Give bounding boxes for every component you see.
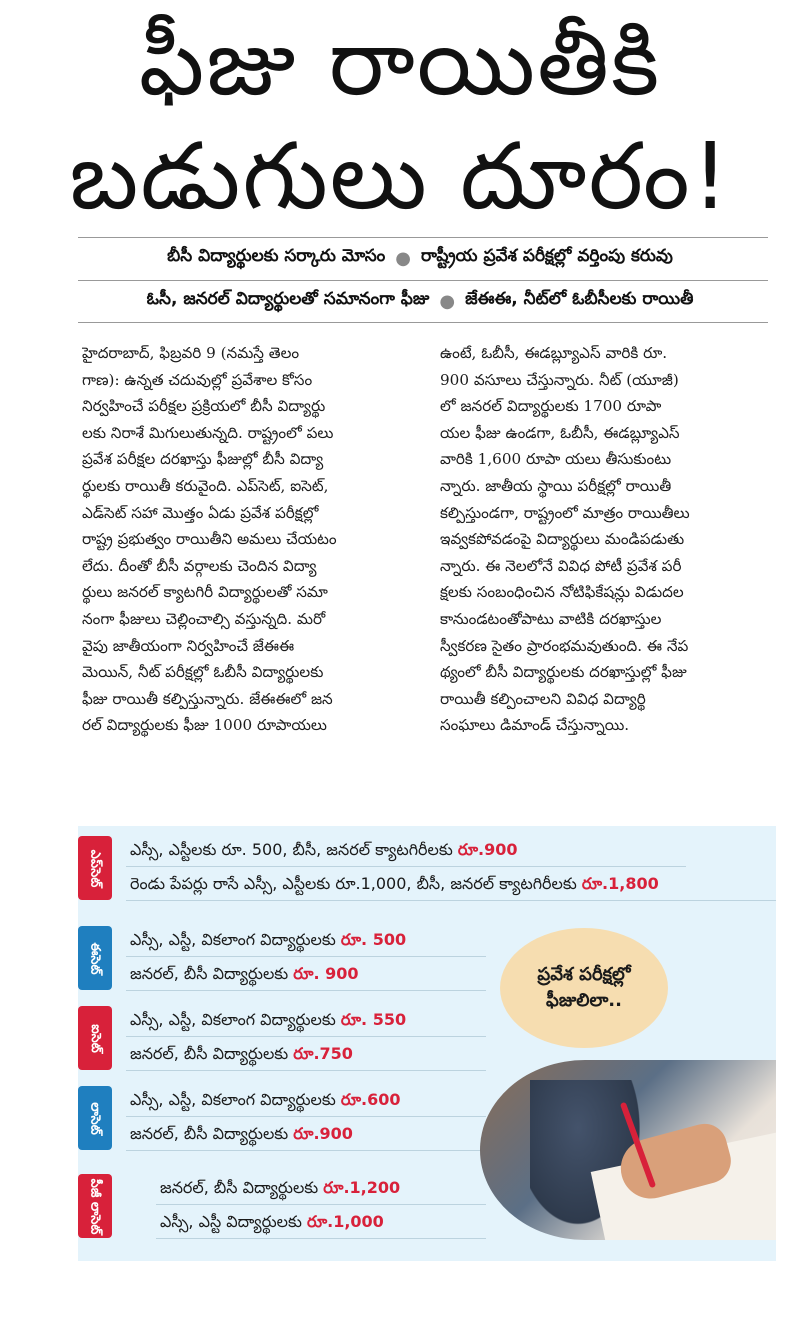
fee-divider xyxy=(126,1150,486,1151)
fee-text: ఎస్సీ, ఎస్టీలకు రూ. 500, బీసీ, జనరల్ క్యాటగిరీలకు xyxy=(130,840,458,859)
fee-amount: రూ.900 xyxy=(457,840,518,859)
fee-divider xyxy=(156,1238,486,1239)
article-line: రల్ విద్యార్థులకు ఫీజు 1000 రూపాయలు xyxy=(82,716,327,735)
fee-line xyxy=(130,874,659,897)
subheading-2-right: జేఈఈ, నీట్‌లో ఓబీసీలకు రాయితీ xyxy=(465,289,694,309)
fee-line xyxy=(130,1090,401,1113)
fee-text: ఎస్సీ, ఎస్టీ విద్యార్థులకు xyxy=(160,1212,307,1231)
article-line: స్వీకరణ సైతం ప్రారంభమవుతుంది. ఈ నేప xyxy=(440,636,689,655)
fee-divider xyxy=(126,866,686,867)
fee-amount: రూ.600 xyxy=(340,1090,401,1109)
fee-line xyxy=(130,1010,406,1033)
fee-line xyxy=(130,840,518,863)
fee-amount: రూ. 550 xyxy=(340,1010,407,1029)
fee-amount: రూ. 900 xyxy=(293,964,359,983)
article-line: ప్రవేశ పరీక్షల దరఖాస్తు ఫీజుల్లో బీసీ విద్యా xyxy=(82,450,324,469)
fees-caption-bubble xyxy=(500,928,668,1048)
article-line: సంఘాలు డిమాండ్ చేస్తున్నాయి. xyxy=(440,716,630,735)
fee-line xyxy=(130,1124,353,1147)
fee-amount: రూ.750 xyxy=(293,1044,353,1063)
fee-line xyxy=(130,930,406,953)
subheading-2 xyxy=(70,281,770,321)
exam-tag xyxy=(78,836,112,900)
fee-text: జనరల్, బీసీ విద్యార్థులకు xyxy=(160,1178,324,1197)
bullet-icon: ● xyxy=(395,247,411,269)
article-line: న్నారు. జాతీయ స్థాయి పరీక్షల్లో రాయితీ xyxy=(440,476,672,495)
fee-text: జనరల్, బీసీ విద్యార్థులకు xyxy=(130,964,294,983)
fee-line xyxy=(160,1178,400,1201)
fee-text: జనరల్, బీసీ విద్యార్థులకు xyxy=(130,1124,294,1143)
article-line: క్షలకు సంబంధించిన నోటిఫికేషన్లు విడుదల xyxy=(440,583,684,602)
bullet-icon: ● xyxy=(439,290,456,312)
article-line: ర్థులకు రాయితీ కరువైంది. ఎప్‌సెట్, ఐసెట్, xyxy=(82,476,329,495)
headline-line-2: బడుగులు దూరం! xyxy=(69,123,731,230)
article-line: 900 వసూలు చేస్తున్నారు. నీట్ (యూజీ) xyxy=(440,370,679,389)
exam-photo xyxy=(480,1060,776,1240)
article-line: కల్పిస్తుండగా, రాష్ట్రంలో మాత్రం రాయితీలు xyxy=(440,503,690,522)
exam-tag-label: ఎప్‌సెట్ xyxy=(87,849,103,887)
exam-tag-label: ఈసెట్ xyxy=(87,941,103,975)
fee-divider xyxy=(126,1070,486,1071)
subheading-1-left: బీసీ విద్యార్థులకు సర్కారు మోసం xyxy=(167,246,386,266)
article-line: ఇవ్వకపోవడంపై విద్యార్థులు మండిపడుతు xyxy=(440,530,685,549)
article-column-left xyxy=(82,340,414,739)
subheading-1 xyxy=(70,238,770,278)
exam-tag xyxy=(78,926,112,990)
exam-tag-label: పీజీ లాసెట్ xyxy=(87,1178,103,1234)
exam-tag-label: లాసెట్ xyxy=(87,1101,103,1135)
article-line: వైపు జాతీయంగా నిర్వహించే జేఈఈ xyxy=(82,636,295,655)
article-line: వారికి 1,600 రూపా యలు తీసుకుంటు xyxy=(440,450,672,469)
headline-line-1: ఫీజు రాయితీకి xyxy=(138,9,662,116)
divider-bottom xyxy=(78,322,768,323)
article-line: ర్థులు జనరల్ క్యాటగిరీ విద్యార్థులతో సమా xyxy=(82,583,328,602)
article-line: రాష్ట్ర ప్రభుత్వం రాయితీని అమలు చేయటం xyxy=(82,530,337,549)
article-line: ఫీజు రాయితీ కల్పిస్తున్నారు. జేఈఈలో జన xyxy=(82,689,333,708)
headline xyxy=(0,8,800,232)
exam-tag-label: ఐసెట్ xyxy=(87,1023,103,1053)
article-line: హైదరాబాద్, ఫిబ్రవరి 9 (నమస్తే తెలం xyxy=(82,344,300,362)
fee-divider xyxy=(126,1116,486,1117)
fee-divider xyxy=(126,956,486,957)
fee-row xyxy=(78,830,776,907)
article-line: థ్యంలో బీసీ విద్యార్థులకు దరఖాస్తుల్లో ఫీజు xyxy=(440,663,687,682)
fee-text: రెండు పేపర్లు రాసే ఎస్సీ, ఎస్టీలకు రూ.1,000, బీసీ, జనరల్ క్యాటగిరీలకు xyxy=(130,874,582,893)
fee-line xyxy=(130,964,359,987)
bubble-line-1: ప్రవేశ పరీక్షల్లో xyxy=(537,964,631,985)
article-line: ఎడ్‌సెట్ సహా మొత్తం ఏడు ప్రవేశ పరీక్షల్లో xyxy=(82,503,319,522)
article-line: మెయిన్, నీట్ పరీక్షల్లో ఓబీసీ విద్యార్థులకు xyxy=(82,663,324,682)
article-line: నంగా ఫీజులు చెల్లించాల్సి వస్తున్నది. మరో xyxy=(82,609,326,628)
fee-row xyxy=(78,920,776,997)
subheading-1-right: రాష్ట్రీయ ప్రవేశ పరీక్షల్లో వర్తింపు కరువు xyxy=(421,246,673,266)
article-line: గాణ): ఉన్నత చదువుల్లో ప్రవేశాల కోసం xyxy=(82,370,313,389)
fee-line xyxy=(130,1044,353,1067)
article-column-right xyxy=(440,340,772,739)
article-line: ఉంటే, ఓబీసీ, ఈడబ్ల్యూఎస్ వారికి రూ. xyxy=(440,344,668,362)
subheading-2-left: ఓసీ, జనరల్ విద్యార్థులతో సమానంగా ఫీజు xyxy=(146,289,430,309)
fee-text: ఎస్సీ, ఎస్టీ, వికలాంగ విద్యార్థులకు xyxy=(130,930,341,949)
fee-amount: రూ.1,000 xyxy=(306,1212,384,1231)
fee-amount: రూ.900 xyxy=(293,1124,353,1143)
fee-divider xyxy=(126,900,776,901)
fee-line xyxy=(160,1212,384,1235)
article-line: రాయితీ కల్పించాలని వివిధ విద్యార్థి xyxy=(440,689,646,708)
fee-text: జనరల్, బీసీ విద్యార్థులకు xyxy=(130,1044,294,1063)
article-line: లకు నిరాశే మిగులుతున్నది. రాష్ట్రంలో పలు xyxy=(82,423,334,442)
article-line: లో జనరల్ విద్యార్థులకు 1700 రూపా xyxy=(440,397,662,416)
fee-divider xyxy=(126,990,486,991)
fee-text: ఎస్సీ, ఎస్టీ, వికలాంగ విద్యార్థులకు xyxy=(130,1090,341,1109)
fee-divider xyxy=(156,1204,486,1205)
fee-amount: రూ.1,800 xyxy=(581,874,659,893)
fee-text: ఎస్సీ, ఎస్టీ, వికలాంగ విద్యార్థులకు xyxy=(130,1010,341,1029)
article-line: నిర్వహించే పరీక్షల ప్రక్రియలో బీసీ విద్యార్థు xyxy=(82,397,326,416)
article-line: లేదు. దీంతో బీసీ వర్గాలకు చెందిన విద్యా xyxy=(82,556,317,575)
article-line: యల ఫీజు ఉండగా, ఓబీసీ, ఈడబ్ల్యూఎస్ xyxy=(440,423,680,442)
exam-tag xyxy=(78,1086,112,1150)
fee-divider xyxy=(126,1036,486,1037)
fee-amount: రూ. 500 xyxy=(340,930,407,949)
article-line: న్నారు. ఈ నెలలోనే వివిధ పోటీ ప్రవేశ పరీ xyxy=(440,556,682,575)
bubble-line-2: ఫీజులిలా.. xyxy=(546,990,622,1011)
article-line: కానుండటంతోపాటు వాటికి దరఖాస్తుల xyxy=(440,609,662,628)
exam-tag xyxy=(78,1174,112,1238)
exam-tag xyxy=(78,1006,112,1070)
fee-amount: రూ.1,200 xyxy=(323,1178,401,1197)
